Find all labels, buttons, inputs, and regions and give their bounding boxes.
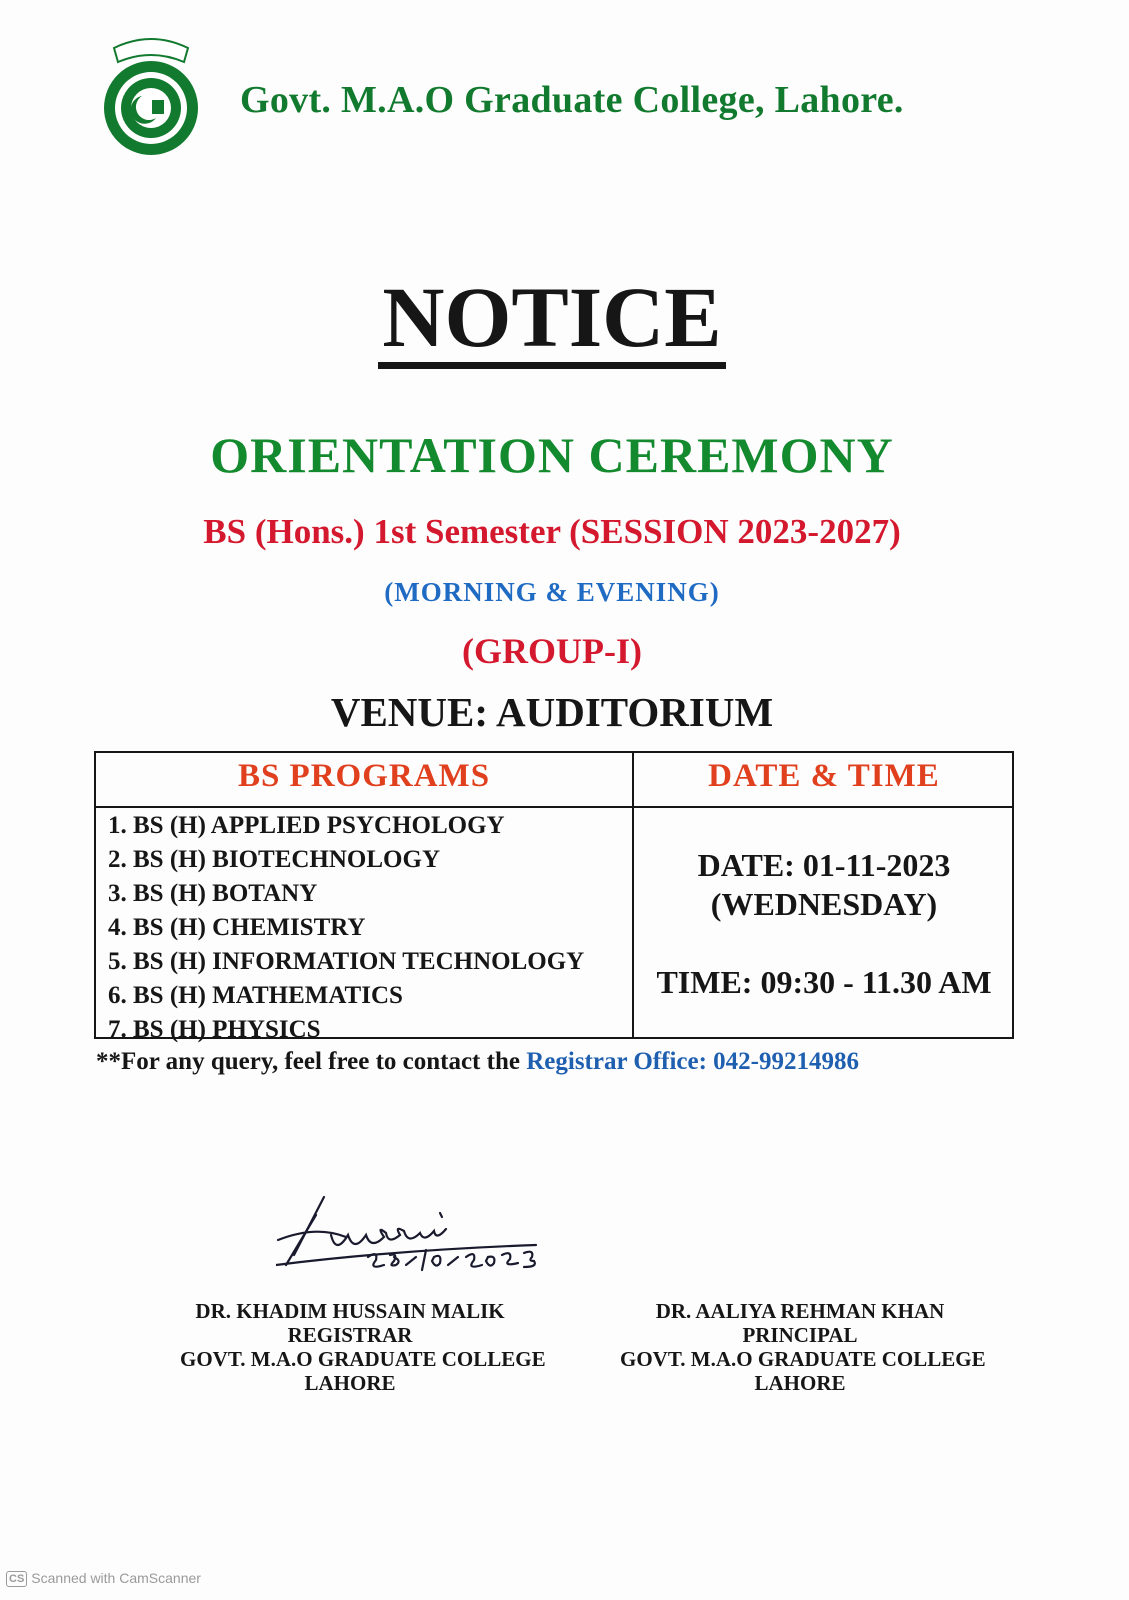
event-time: TIME: 09:30 - 11.30 AM xyxy=(656,964,992,1000)
registrar-city: LAHORE xyxy=(304,1371,396,1395)
program-item: 3. BS (H) BOTANY xyxy=(108,880,318,907)
header-date-time: DATE & TIME xyxy=(708,758,940,794)
notice-title-text: NOTICE xyxy=(378,272,725,369)
registrar-name: DR. KHADIM HUSSAIN MALIK xyxy=(195,1299,505,1323)
principal-name: DR. AALIYA REHMAN KHAN xyxy=(655,1299,945,1323)
notice-title xyxy=(0,269,1104,369)
principal-city: LAHORE xyxy=(754,1371,846,1395)
registrar-signature xyxy=(276,1195,576,1300)
program-item: 2. BS (H) BIOTECHNOLOGY xyxy=(108,846,440,873)
query-prefix: **For any query, feel free to contact the xyxy=(96,1048,527,1075)
shift-line: (MORNING & EVENING) xyxy=(384,577,720,607)
event-date: DATE: 01-11-2023 xyxy=(697,847,951,883)
program-item: 1. BS (H) APPLIED PSYCHOLOGY xyxy=(108,812,505,839)
college-crest-icon xyxy=(92,28,210,158)
group-line: (GROUP-I) xyxy=(462,631,642,671)
header-divider xyxy=(96,806,1012,808)
scanner-text: Scanned with CamScanner xyxy=(31,1570,201,1586)
query-note xyxy=(96,1048,859,1076)
registrar-contact: Registrar Office: 042-99214986 xyxy=(526,1048,859,1075)
program-item: 6. BS (H) MATHEMATICS xyxy=(108,982,403,1009)
program-item: 5. BS (H) INFORMATION TECHNOLOGY xyxy=(108,948,585,975)
session-line: BS (Hons.) 1st Semester (SESSION 2023-2027) xyxy=(203,512,901,551)
program-item: 4. BS (H) CHEMISTRY xyxy=(108,914,366,941)
registrar-org: GOVT. M.A.O GRADUATE COLLEGE xyxy=(180,1347,546,1371)
registrar-title: REGISTRAR xyxy=(287,1323,413,1347)
program-item: 7. BS (H) PHYSICS xyxy=(108,1016,321,1043)
event-day: (WEDNESDAY) xyxy=(710,886,938,922)
schedule-table xyxy=(94,751,1014,1043)
principal-title: PRINCIPAL xyxy=(742,1323,858,1347)
venue-line: VENUE: AUDITORIUM xyxy=(330,689,774,735)
header-programs: BS PROGRAMS xyxy=(237,758,491,794)
scanner-watermark xyxy=(6,1570,201,1587)
college-name: Govt. M.A.O Graduate College, Lahore. xyxy=(240,79,904,121)
principal-signature-block xyxy=(620,1299,986,1395)
ceremony-heading: ORIENTATION CEREMONY xyxy=(210,427,894,483)
principal-org: GOVT. M.A.O GRADUATE COLLEGE xyxy=(620,1347,986,1371)
camscanner-icon: CS xyxy=(6,1571,27,1587)
program-list xyxy=(108,809,584,1047)
registrar-signature-block xyxy=(180,1299,546,1395)
